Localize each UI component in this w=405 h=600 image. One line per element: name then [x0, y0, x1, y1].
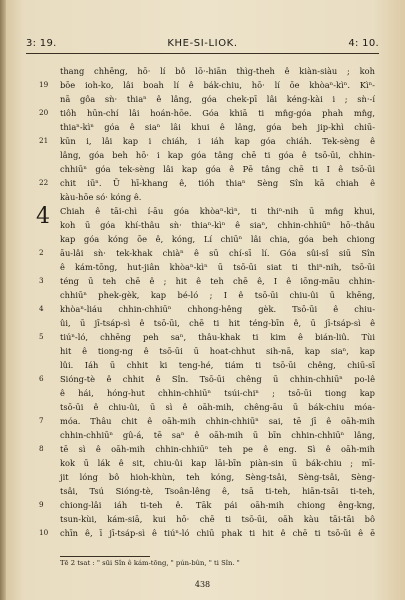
line-text: koh ū góa khí-thâu sǹ· thiaⁿ-kìⁿ ê siaⁿ, chhin-chhiūⁿ hō·-thâu: [60, 220, 375, 230]
verse-number: 10: [39, 528, 49, 537]
line-text: jit lóng bô hioh-khùn, teh kóng, Sèng-tsâi, Sèng-tsâi, Sèng-: [60, 472, 375, 482]
line-text: hit ê tiong-ng ê tsō-ūi ū hoat-chhut sih-nā, kap siaⁿ, kap: [60, 346, 375, 356]
verse-number: 20: [39, 108, 49, 117]
line-text: chit iūⁿ. Ū hī-khang ê, tióh thiaⁿ Sèng Sîn kā chiah ê: [60, 178, 375, 188]
text-line: [39, 414, 375, 428]
verse-number: 2: [39, 248, 44, 257]
verse-number: 21: [39, 136, 49, 145]
verse-number: 3: [39, 276, 44, 285]
line-text: kap góa kóng ōe ê, kóng, Lí chiūⁿ lâi chia, góa beh chiong: [60, 234, 375, 244]
text-line: [60, 218, 375, 232]
text-line: [39, 78, 375, 92]
text-line: [60, 470, 375, 484]
text-line: [60, 120, 375, 134]
line-text: chhiūⁿ góa tek-sèng lâi kap góa ê Pē tâng chē ti I ê tsō-ūi: [60, 164, 375, 174]
line-text: nā gôa sǹ· thiaⁿ ê lâng, góa chek-pī lâi kéng-kài i ; sǹ·-í: [60, 94, 375, 104]
verse-number: 8: [39, 444, 44, 453]
text-line: [39, 302, 375, 316]
footnote-rule: [60, 556, 150, 557]
line-text: kàu-hōe só· kóng ê.: [60, 192, 142, 202]
line-text: tiúⁿ-ló, chhēng peh saⁿ, thâu-khak ti kim ê bián-liû. Tùi: [60, 332, 375, 342]
line-text: móa. Thâu chit ê oāh-mih chhin-chhiūⁿ sai, tē jī ê oāh-mih: [60, 416, 375, 426]
line-text: khòaⁿ-liáu chhin-chhiūⁿ chhong-hêng gèk. Tsō-ūi ê chiu-: [60, 304, 375, 314]
text-line: [39, 330, 375, 344]
line-text: ê hái, hóng-hut chhin-chhiūⁿ tsúi-chiⁿ ; tsō-ūi tiong kap: [60, 388, 375, 398]
line-text: tsun-kùi, kám-siā, kui hō· chē ti tsō-ūi, oāh kàu tāi-tāi bô: [60, 514, 375, 524]
verse-number: 19: [39, 80, 49, 89]
header-right-reference: 4: 10.: [348, 38, 379, 49]
line-text: tiôh hūn-chí lâi hoán-hōe. Góa khiā ti mn̂g-góa phah mn̂g,: [60, 108, 375, 118]
verse-number: 4: [39, 304, 44, 313]
line-text: tsâi, Tsú Sióng-tè, Tsoân-lêng ê, tsā ti-teh, hiān-tsāi ti-teh,: [60, 486, 375, 496]
line-text: thiaⁿ-kìⁿ góa ê siaⁿ lâi khui ê lâng, góa beh jip-khì chiū-: [60, 122, 375, 132]
text-line: [60, 232, 375, 246]
line-text: chiong-lâi iáh ti-teh ê. Tāk pái oāh-mih chiong êng-kng,: [60, 500, 375, 510]
verse-number: 9: [39, 500, 44, 509]
text-line: [60, 148, 375, 162]
header-rule: [26, 53, 379, 54]
text-line: [60, 190, 375, 204]
header-left-reference: 3: 19.: [26, 38, 57, 49]
text-line: [60, 92, 375, 106]
text-line: [60, 344, 375, 358]
chapter-number: 4: [36, 204, 50, 229]
footnote: Tē 2 tsat : " sūi Sîn ê kám-tōng, " pún-bûn, " ti Sîn. ": [60, 559, 240, 567]
line-text: chhiūⁿ phek-gèk, kap bé-ló ; I ê tsō-ūi chiu-ûi ū khēng,: [60, 290, 375, 300]
text-line: [60, 428, 375, 442]
text-line: [39, 274, 375, 288]
line-text: tē sì ê oāh-mih chhin-chhiūⁿ teh pe ê eng. Sì ê oāh-mih: [60, 444, 375, 454]
page-number: 438: [194, 580, 211, 589]
header-book-title: KHE-SI-LIOK.: [167, 38, 238, 49]
line-text: bōe ioh-ko, lâi boah lí ê bák-chiu, hō· lí ōe khòaⁿ-kìⁿ. Kìⁿ-: [60, 80, 375, 90]
line-text: téng ū teh chē ê ; hit ê teh chē ê, I ê iōng-māu chhin-: [60, 276, 375, 286]
line-text: thang chhēng, hō· lí bô lō·-hiān thìg-theh ê kiàn-siàu ; koh: [60, 66, 375, 76]
line-text: lûi. Iáh ū chhit ki teng-hé, tiám ti tsō-ūi chêng, chiū-sī: [60, 360, 375, 370]
text-line: [39, 176, 375, 190]
text-line: [60, 456, 375, 470]
text-line: [60, 162, 375, 176]
running-header: [26, 38, 379, 52]
text-line: [60, 64, 375, 78]
verse-number: 22: [39, 178, 49, 187]
text-line: [60, 484, 375, 498]
text-line: [60, 260, 375, 274]
text-line: [39, 106, 375, 120]
line-text: ê kám-tōng, hut-jiân khòaⁿ-kìⁿ ū tsō-ūi siat ti thiⁿ-nih, tsō-ūi: [60, 262, 375, 272]
line-text: Sióng-tè ê chhit ê Sîn. Tsō-ūi chêng ū chhin-chhiūⁿ po-lê: [60, 374, 375, 384]
text-line: [60, 400, 375, 414]
line-text: chhin-chhiūⁿ gû-á, tē saⁿ ê oāh-mih ū bīn chhin-chhiūⁿ lâng,: [60, 430, 375, 440]
line-text: kūn i, lâi kap i chiáh, i iáh kap góa chiáh. Tek-sèng ê: [60, 136, 375, 146]
text-line: [60, 358, 375, 372]
text-line: [39, 246, 375, 260]
line-text: lâng, góa beh hō· i kap góa tâng chē ti góa ê tsō-ūi, chhin-: [60, 150, 375, 160]
line-text: āu-lâi sǹ· tek-khak chiàⁿ ê sū chí-sī lí. Góa sûi-sî siū Sîn: [60, 248, 375, 258]
line-text: tsō-ūi ê chiu-ûi, ū sì ê oāh-mih, chêng-āu ū bák-chiu móa-: [60, 402, 375, 412]
page-gutter: [0, 0, 6, 600]
line-text: kok ū lák ê sit, chiu-ûi kap lāi-bīn piàn-sin ū bák-chiu ; mī-: [60, 458, 375, 468]
text-line: [39, 134, 375, 148]
text-line: [60, 512, 375, 526]
text-body: [36, 64, 375, 540]
line-text: Chiah ê tāi-chì í-āu góa khòaⁿ-kìⁿ, ti thiⁿ-nih ū mn̂g khui,: [60, 206, 375, 216]
text-line: [60, 386, 375, 400]
text-line: [39, 498, 375, 512]
text-line: [39, 442, 375, 456]
verse-number: 5: [39, 332, 44, 341]
verse-number: 7: [39, 416, 44, 425]
line-text: ûi, ū jī-tsáp-sì ê tsō-ūi, chē ti hit téng-bīn ê, ū jī-tsáp-sì ê: [60, 318, 375, 328]
line-text: chīn ê, ī jī-tsáp-sì ê tiúⁿ-ló chiū phak ti hit ê chē ti tsō-ūi ê ē: [60, 528, 375, 538]
text-line: [39, 372, 375, 386]
verse-number: 6: [39, 374, 44, 383]
text-line: [60, 316, 375, 330]
text-line: [39, 526, 375, 540]
text-line: [60, 288, 375, 302]
